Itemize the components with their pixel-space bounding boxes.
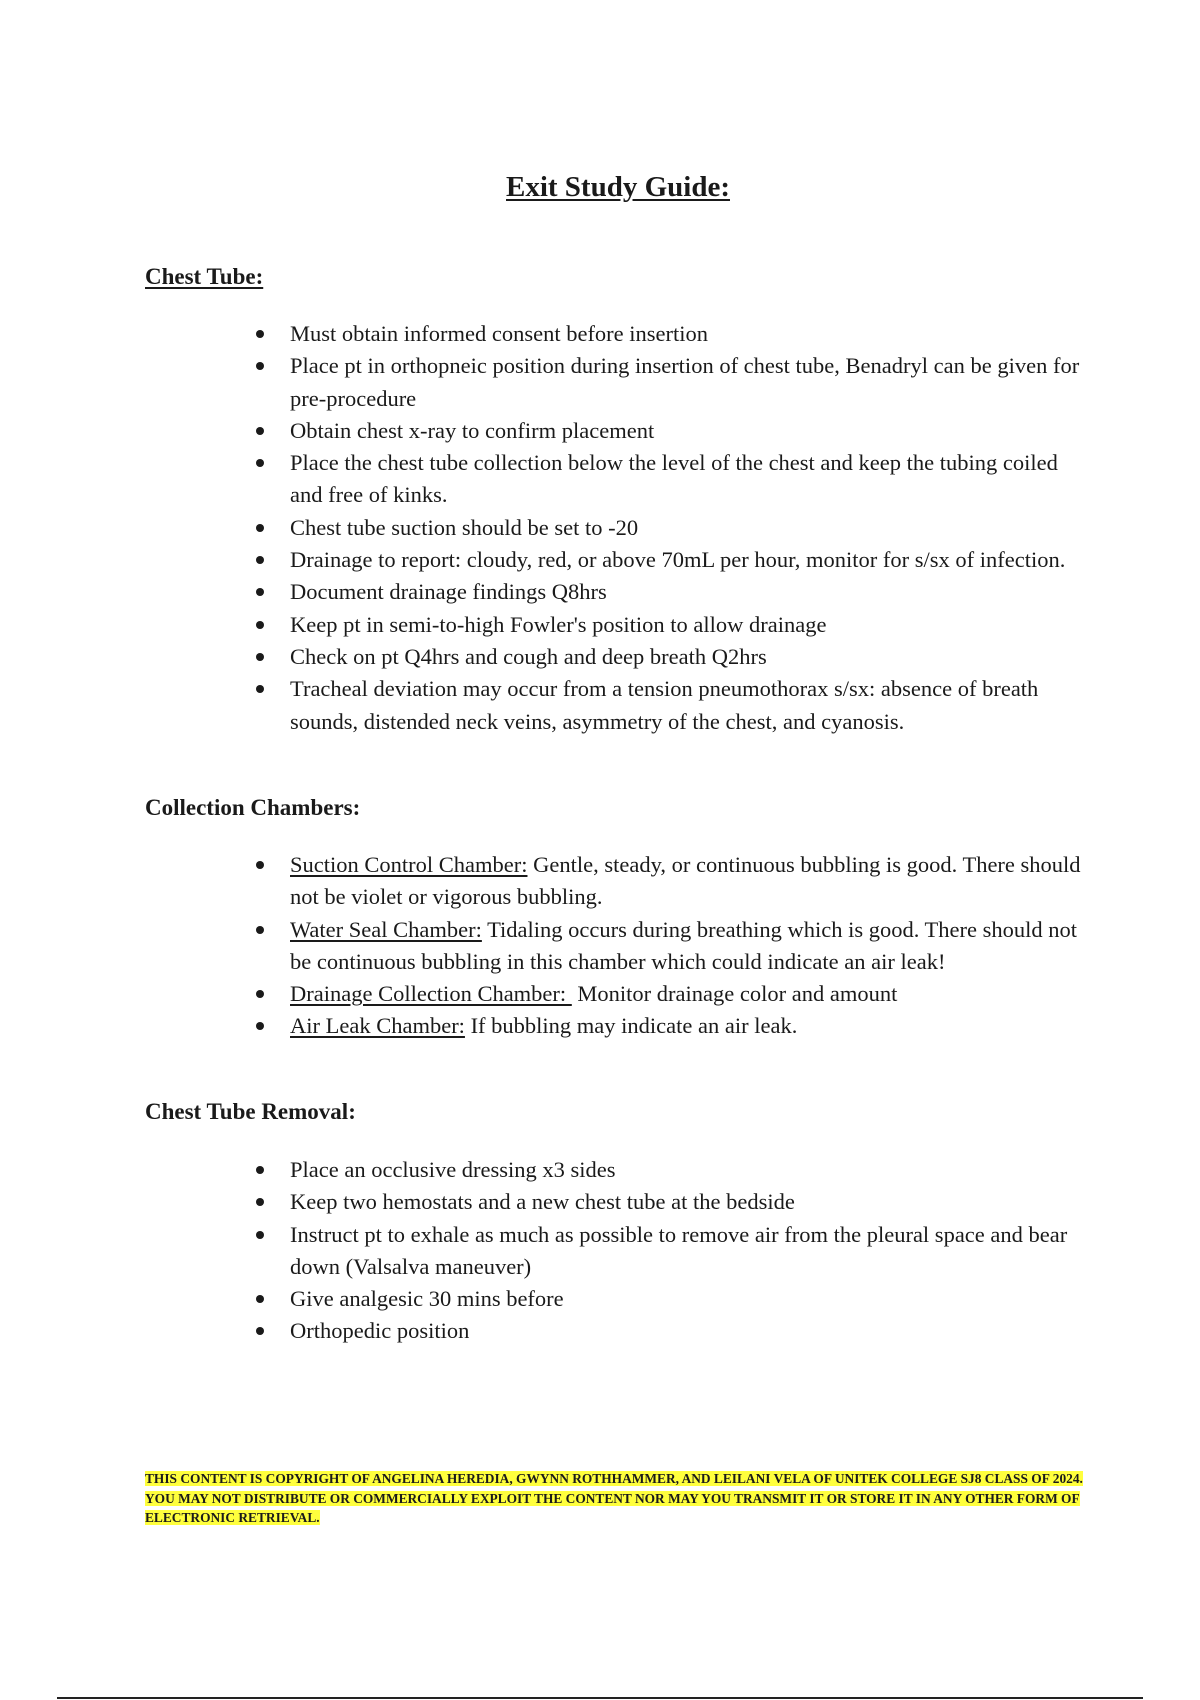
- list-item: Water Seal Chamber: Tidaling occurs during breathing which is good. There should not be continuous bubbling in this chamber which could indicate an air leak!: [290, 914, 1090, 979]
- section-heading-collection-chambers: Collection Chambers:: [145, 795, 361, 820]
- list-item: Tracheal deviation may occur from a tension pneumothorax s/sx: absence of breath sounds, distended neck veins, asymmetry of the chest, and cyanosis.: [290, 673, 1090, 738]
- list-item: Keep pt in semi-to-high Fowler's position to allow drainage: [290, 609, 1090, 641]
- bullet-icon: [256, 459, 264, 467]
- chamber-term: Water Seal Chamber:: [290, 916, 482, 942]
- section-heading-chest-tube-removal: Chest Tube Removal:: [145, 1099, 356, 1124]
- bullet-icon: [256, 653, 264, 661]
- bullet-icon: [256, 330, 264, 338]
- list-item: Check on pt Q4hrs and cough and deep breath Q2hrs: [290, 641, 1090, 673]
- bullet-icon: [256, 861, 264, 869]
- chamber-term: Air Leak Chamber:: [290, 1013, 465, 1039]
- bullet-icon: [256, 362, 264, 370]
- bullet-icon: [256, 588, 264, 596]
- page-title: Exit Study Guide:: [506, 171, 730, 203]
- bullet-icon: [256, 1022, 264, 1030]
- list-item: Instruct pt to exhale as much as possible to remove air from the pleural space and bear down (Valsalva maneuver): [290, 1219, 1090, 1284]
- list-item: Keep two hemostats and a new chest tube at the bedside: [290, 1186, 1090, 1218]
- collection-chambers-list: [290, 849, 1090, 1043]
- bullet-icon: [256, 524, 264, 532]
- chamber-term: Drainage Collection Chamber:: [290, 981, 572, 1007]
- list-item: Document drainage findings Q8hrs: [290, 576, 1090, 608]
- bullet-icon: [256, 427, 264, 435]
- list-item: Air Leak Chamber: If bubbling may indicate an air leak.: [290, 1010, 1090, 1042]
- bullet-icon: [256, 556, 264, 564]
- list-item: Place an occlusive dressing x3 sides: [290, 1154, 1090, 1186]
- bullet-icon: [256, 926, 264, 934]
- list-item: Place pt in orthopneic position during insertion of chest tube, Benadryl can be given for pre-procedure: [290, 350, 1090, 415]
- page-divider: [57, 1697, 1143, 1699]
- list-item: Drainage to report: cloudy, red, or above 70mL per hour, monitor for s/sx of infection.: [290, 544, 1090, 576]
- bullet-icon: [256, 990, 264, 998]
- list-item: Drainage Collection Chamber: Monitor drainage color and amount: [290, 978, 1090, 1010]
- chamber-term: Suction Control Chamber:: [290, 852, 528, 877]
- list-item: Obtain chest x-ray to confirm placement: [290, 415, 1090, 447]
- copyright-highlight: THIS CONTENT IS COPYRIGHT OF ANGELINA HEREDIA, GWYNN ROTHHAMMER, AND LEILANI VELA OF UNITEK COLLEGE SJ8 CLASS OF 2024. YOU MAY NOT DISTRIBUTE OR COMMERCIALLY EXPLOIT THE CONTENT NOR MAY YOU TRANSMIT IT OR STORE IT IN ANY OTHER FORM OF ELECTRONIC RETRIEVAL.: [145, 1471, 1083, 1525]
- bullet-icon: [256, 685, 264, 693]
- list-item: Orthopedic position: [290, 1315, 1090, 1347]
- section-heading-chest-tube: Chest Tube:: [145, 264, 264, 289]
- list-item: Must obtain informed consent before insertion: [290, 318, 1090, 350]
- bullet-icon: [256, 1166, 264, 1174]
- bullet-icon: [256, 1198, 264, 1206]
- chest-tube-list: [290, 318, 1090, 738]
- list-item: Chest tube suction should be set to -20: [290, 512, 1090, 544]
- chest-tube-removal-list: [290, 1154, 1090, 1348]
- list-item: Give analgesic 30 mins before: [290, 1283, 1090, 1315]
- bullet-icon: [256, 1295, 264, 1303]
- copyright-notice: [145, 1469, 1090, 1528]
- bullet-icon: [256, 621, 264, 629]
- list-item: Suction Control Chamber: Gentle, steady, or continuous bubbling is good. There should not be violet or vigorous bubbling.: [290, 849, 1090, 914]
- list-item: Place the chest tube collection below the level of the chest and keep the tubing coiled and free of kinks.: [290, 447, 1090, 512]
- bullet-icon: [256, 1327, 264, 1335]
- bullet-icon: [256, 1231, 264, 1239]
